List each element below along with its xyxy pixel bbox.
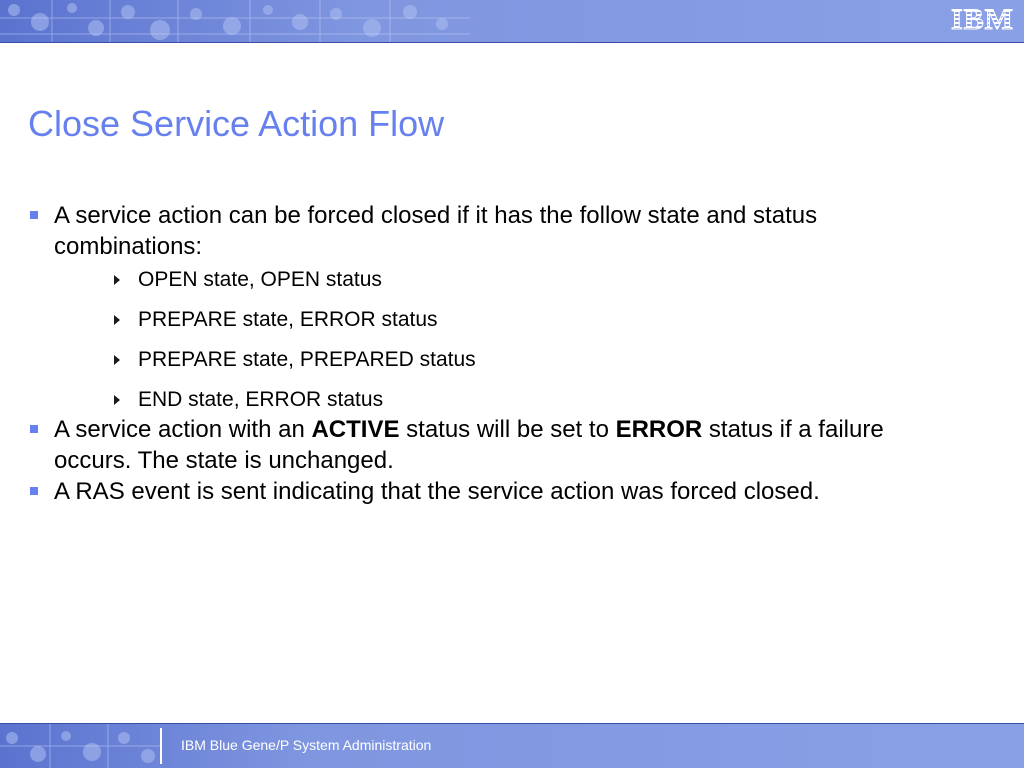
- sub-bullet-text: END state, ERROR status: [138, 388, 384, 411]
- sub-bullet-text: PREPARE state, PREPARED status: [138, 348, 476, 371]
- square-bullet-icon: [30, 425, 38, 433]
- footer-text: IBM Blue Gene/P System Administration: [181, 737, 432, 753]
- bullet-ras-event: [28, 476, 948, 507]
- header-circuit-pattern: [0, 0, 470, 42]
- slide-body: [28, 200, 948, 507]
- ibm-logo: IBM: [951, 3, 1014, 36]
- triangle-bullet-icon: [114, 275, 120, 285]
- sub-bullet: [54, 346, 948, 386]
- sub-bullet: [54, 306, 948, 346]
- sub-bullet-text: PREPARE state, ERROR status: [138, 308, 438, 331]
- bold-error: ERROR: [615, 416, 703, 443]
- triangle-bullet-icon: [114, 315, 120, 325]
- triangle-bullet-icon: [114, 395, 120, 405]
- footer-band: [0, 724, 1024, 768]
- sub-bullet: [54, 266, 948, 306]
- triangle-bullet-icon: [114, 355, 120, 365]
- bullet-text: A service action can be forced closed if it has the follow state and status combinations:: [54, 202, 818, 260]
- header-rule: [0, 42, 1024, 43]
- bullet-forced-closed: [28, 200, 948, 418]
- bullet-active-error: [28, 414, 948, 476]
- bullet-text-part: status will be set to: [399, 416, 616, 443]
- slide-title: Close Service Action Flow: [28, 103, 445, 144]
- header-band: [0, 0, 1024, 42]
- footer-circuit-pattern: [0, 724, 160, 768]
- bullet-text-part: status if a failure occurs. The state is unchanged.: [54, 416, 884, 474]
- bold-active: ACTIVE: [311, 416, 400, 443]
- square-bullet-icon: [30, 487, 38, 495]
- bullet-text-part: A service action with an: [54, 416, 312, 443]
- sub-bullet-text: OPEN state, OPEN status: [138, 268, 382, 291]
- bullet-text: A RAS event is sent indicating that the service action was forced closed.: [54, 478, 820, 505]
- footer-divider: [160, 728, 162, 764]
- square-bullet-icon: [30, 211, 38, 219]
- sub-bullet-list: [54, 266, 948, 418]
